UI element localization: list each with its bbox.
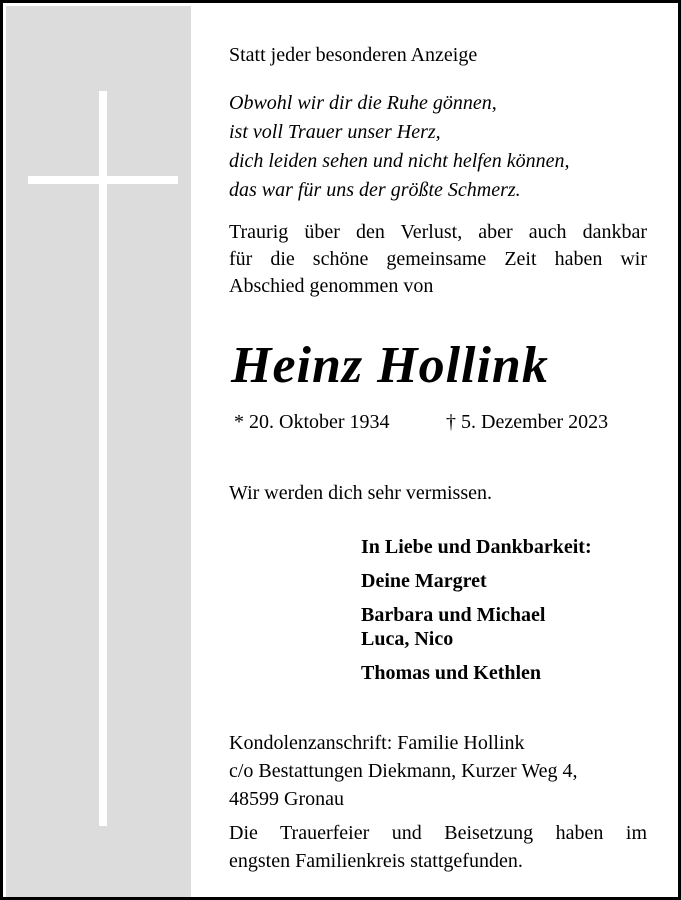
condolence-line: 48599 Gronau: [229, 788, 344, 810]
death-date: † 5. Dezember 2023: [446, 411, 609, 433]
signatures: [361, 535, 592, 695]
signature-name: Barbara und Michael: [361, 604, 546, 626]
poem: [229, 89, 569, 205]
condolence-address: [229, 729, 577, 813]
ceremony-line: engsten Familienkreis stattgefunden.: [229, 850, 523, 872]
poem-line: dich leiden sehen und nicht helfen können,: [229, 150, 570, 172]
signatures-heading: In Liebe und Dankbarkeit:: [361, 536, 592, 558]
signature-entry: [361, 569, 592, 593]
statement: [229, 219, 647, 300]
cross-horizontal-bar: [28, 176, 178, 184]
ceremony-line: Die Trauerfeier und Beisetzung haben im: [229, 822, 647, 844]
signature-name: Luca, Nico: [361, 628, 454, 650]
signature-entry: [361, 661, 592, 685]
signature-name: Thomas und Kethlen: [361, 662, 542, 684]
poem-line: ist voll Trauer unser Herz,: [229, 121, 441, 143]
statement-line: Abschied genommen von: [229, 275, 434, 297]
signature-name: Deine Margret: [361, 570, 487, 592]
condolence-line: Kondolenzanschrift: Familie Hollink: [229, 732, 525, 754]
cross-vertical-bar: [99, 91, 107, 826]
signature-entry: [361, 603, 592, 651]
closing-line: Wir werden dich sehr vermissen.: [229, 482, 492, 504]
ceremony-note: [229, 819, 647, 875]
deceased-name: Heinz Hollink: [231, 337, 549, 394]
intro-line: Statt jeder besonderen Anzeige: [229, 44, 478, 66]
birth-date: * 20. Oktober 1934: [234, 411, 390, 433]
decorative-side-panel: [6, 6, 191, 900]
statement-line: Traurig über den Verlust, aber auch dankbar: [229, 221, 647, 243]
poem-line: das war für uns der größte Schmerz.: [229, 179, 521, 201]
poem-line: Obwohl wir dir die Ruhe gönnen,: [229, 92, 497, 114]
condolence-line: c/o Bestattungen Diekmann, Kurzer Weg 4,: [229, 760, 578, 782]
statement-line: für die schöne gemeinsame Zeit haben wir: [229, 248, 647, 270]
